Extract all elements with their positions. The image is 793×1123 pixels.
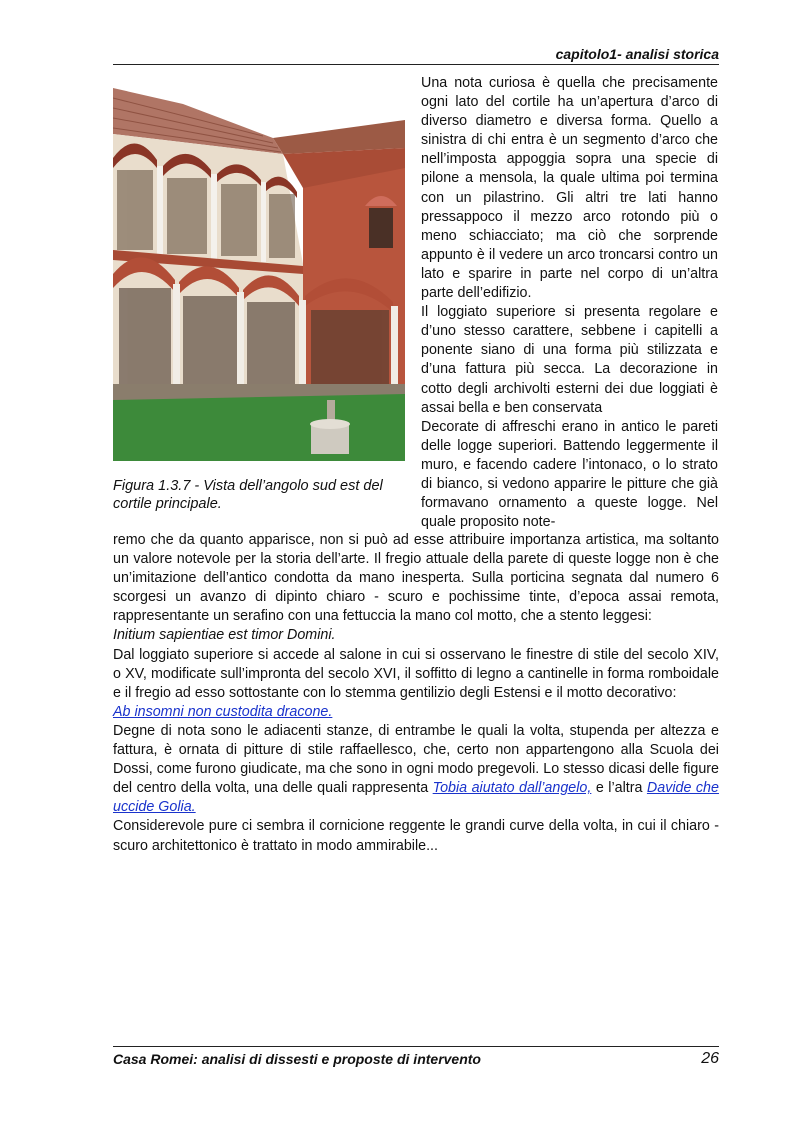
running-footer — [113, 1046, 719, 1071]
paragraph: remo che da quanto apparisce, non si può ad esse attribuire importanza artistica, ma soltanto un valore notevole per la storia dell’arte. Il fregio attuale della parete di queste logge non è che un’imitazione dell’antico condotta da mano inesperta. Sulla porticina segnata dal numero 6 scorgesi un avanzo di dipinto chiaro - scuro e pochissime tinte, d’epoca assai remota, rappresentante un serafino con una fettuccia la mano col motto, che a stento leggesi: — [113, 532, 719, 625]
document-title: Casa Romei: analisi di dissesti e proposte di intervento — [113, 1051, 481, 1067]
chapter-title: capitolo1- analisi storica — [555, 46, 719, 62]
main-body-text — [113, 531, 719, 856]
motto-link[interactable]: Ab insomni non custodita dracone. — [113, 703, 333, 720]
paragraph: Decorate di affreschi erano in antico le pareti delle logge superiori. Battendo leggermente il muro, e facendo cadere l’intonaco, o lo strato di bianco, si vedono apparire le pitture che già formavano ornamento a queste logge. Nel quale proposito note- — [421, 418, 718, 531]
paragraph: Il loggiato superiore si presenta regolare e d’uno stesso carattere, sebbene i capitelli a ponente siano di una forma più stilizzata e d’una fattura più secca. La decorazione in cotto degli archivolti esterni dei due loggiati è assai bella e ben conservata — [421, 304, 718, 416]
paragraph-text: Degne di nota sono le adiacenti stanze, di entrambe le quali la volta, stupenda per altezza e fattura, è ornata di pitture di stile raffaellesco, che, certo non appartengono alla Scuola dei Dossi, come furono giudicate, ma che sono in ogni modo pregevoli. Lo stesso dicasi delle figure del centro della volta, una delle quali rappresenta — [113, 722, 719, 797]
davide-link[interactable]: Davide che uccide Golia. — [113, 780, 719, 816]
figure-caption: Figura 1.3.7 - Vista dell’angolo sud est del cortile principale. — [113, 478, 383, 512]
paragraph: Dal loggiato superiore si accede al salone in cui si osservano le finestre di stile del secolo XIV, o XV, modificate sull’impronta del secolo XVI, il soffitto di legno a cantinelle in forma romboidale e il fregio ad esso sottostante con lo stemma gentilizio degli Estensi e il motto decorativo: — [113, 646, 719, 701]
running-header — [113, 44, 719, 65]
right-column-text — [421, 74, 718, 532]
courtyard-photo — [113, 88, 405, 461]
latin-motto: Initium sapientiae est timor Domini. — [113, 627, 336, 644]
page-number: 26 — [701, 1050, 719, 1067]
paragraph — [113, 722, 719, 817]
paragraph: Una nota curiosa è quella che precisamente ogni lato del cortile ha un’apertura d’arco di diverso diametro e diversa forma. Quello a sinistra di chi entra è un segmento d’arco che nell’imposta appoggia sopra una specie di pilone a mensola, la quale ultima poi termina con un pilastrino. Gli altri tre lati hanno pressappoco il mezzo arco rotondo più o meno schiacciato; ma ciò che sorprende appunto è il vedere un arco troncarsi contro un lato e sparire in parte nel corpo di un’altra parte dell’edifizio. — [421, 75, 718, 302]
tobia-link[interactable]: Tobia aiutato dall’angelo, — [432, 780, 592, 797]
paragraph: Considerevole pure ci sembra il cornicione reggente le grandi curve della volta, in cui il chiaro - scuro architettonico è trattato in modo ammirabile... — [113, 818, 719, 854]
paragraph-text: e l’altra — [591, 780, 647, 797]
